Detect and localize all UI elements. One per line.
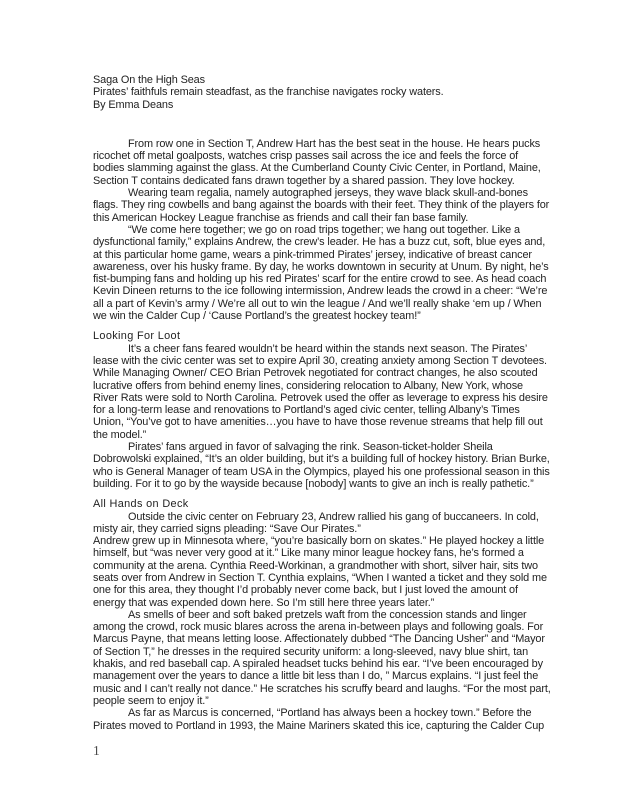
article-blocks	[93, 138, 573, 732]
text-line: the model.”	[93, 428, 147, 441]
article-body	[93, 74, 573, 732]
article-subtitle: Pirates’ faithfuls remain steadfast, as the franchise navigates rocky waters.	[93, 86, 444, 99]
paragraph	[93, 187, 573, 224]
text-line: Section T contains dedicated fans drawn together by a shared passion. They love hockey.	[93, 174, 515, 187]
paragraph	[93, 441, 573, 490]
page-number: 1	[93, 743, 100, 758]
paragraph	[93, 535, 573, 609]
text-line: misty air, they carried signs pleading: “Save Our Pirates.”	[93, 522, 361, 535]
text-line: Union, “You’ve got to have amenities…you have to have those revenue streams that help fill out	[93, 416, 543, 429]
text-line: all a part of Kevin’s army / We’re all out to win the league / And we’ll really shake ‘em up / When	[93, 297, 542, 310]
text-line: at this particular home game, wears a pink-trimmed Pirates’ jersey, indicative of breast cancer	[93, 248, 532, 261]
text-line: this American Hockey League franchise as friends and call their fan base family.	[93, 211, 469, 224]
text-line: Marcus Payne, that means letting loose. Affectionately dubbed “The Dancing Usher” and “Mayor	[93, 633, 545, 646]
text-line: Kevin Dineen returns to the ice following intermission, Andrew leads the crowd in a cheer: “We’re	[93, 285, 548, 298]
text-line: community at the arena. Cynthia Reed-Workinan, a grandmother with short, silver hair, sits two	[93, 559, 538, 572]
article-byline: By Emma Deans	[93, 98, 174, 111]
text-line: River Rats were sold to North Carolina. Petrovek used the offer as leverage to express his desire	[93, 391, 548, 404]
text-line: one for this area, they thought I’d probably never come back, but I just loved the amount of	[93, 584, 518, 597]
text-line: khakis, and red baseball cap. A spiraled headset tucks behind his ear. “I’ve been encouraged by	[93, 658, 543, 671]
text-line: music and I can’t really not dance.” He scratches his scruffy beard and laughs. “For the most part,	[93, 682, 551, 695]
text-line: energy that was expended down here. So I’m still here three years later.”	[93, 596, 435, 609]
text-line: As far as Marcus is concerned, “Portland has always been a hockey town.” Before the	[128, 707, 532, 720]
section-heading: All Hands on Deck	[93, 498, 189, 511]
paragraph	[93, 224, 573, 322]
text-line: Wearing team regalia, namely autographed jerseys, they wave black skull-and-bones	[128, 187, 528, 200]
text-line: of Section T,” he dresses in the required security uniform: a long-sleeved, navy blue shirt, tan	[93, 645, 529, 658]
text-line: Pirates moved to Portland in 1993, the Maine Mariners skated this ice, capturing the Calder Cup	[93, 719, 545, 732]
text-line: dysfunctional family,” explains Andrew, the crew’s leader. He has a buzz cut, soft, blue eyes and,	[93, 236, 546, 249]
text-line: From row one in Section T, Andrew Hart has the best seat in the house. He hears pucks	[128, 137, 541, 150]
text-line: While Managing Owner/ CEO Brian Petrovek negotiated for contract changes, he also scouted	[93, 367, 538, 380]
text-line: building. For it to go by the wayside because [nobody] wants to give an inch is really pathetic.”	[93, 477, 534, 490]
paragraph	[93, 343, 573, 441]
text-line: bodies slamming against the glass. At the Cumberland County Civic Center, in Portland, Maine,	[93, 162, 541, 175]
text-line: ricochet off metal goalposts, watches crisp passes sail across the ice and feels the force of	[93, 150, 519, 163]
text-line: awareness, over his husky frame. By day, he works downtown in security at Unum. By night, he’s	[93, 260, 549, 273]
text-line: As smells of beer and soft baked pretzels waft from the concession stands and linger	[128, 608, 527, 621]
text-line: Andrew grew up in Minnesota where, “you’re basically born on skates.” He played hockey a little	[93, 535, 545, 548]
text-line: flags. They ring cowbells and bang against the boards with their feet. They think of the players for	[93, 199, 550, 212]
text-line: himself, but “was never very good at it.” Like many minor league hockey fans, he’s formed a	[93, 547, 524, 560]
text-line: fist-bumping fans and holding up his red Pirates’ scarf for the entire crowd to see. As head coach	[93, 273, 547, 286]
article-title: Saga On the High Seas	[93, 74, 205, 86]
text-line: lucrative offers from behind enemy lines, considering relocation to Albany, New York, whose	[93, 379, 523, 392]
text-line: It’s a cheer fans feared wouldn’t be heard within the stands next season. The Pirates’	[128, 342, 528, 355]
text-line: we win the Calder Cup / ‘Cause Portland’s the greatest hockey team!”	[93, 310, 421, 323]
text-line: Dobrowolski explained, “It’s an older building, but it’s a building full of hockey history. Brian Burke,	[93, 453, 550, 466]
text-line: for a long-term lease and renovations to Portland’s aged civic center, telling Albany’s Times	[93, 404, 520, 417]
text-line: management over the years to dance a little bit less than I do, ” Marcus explains. “I just feel the	[93, 670, 539, 683]
paragraph	[93, 707, 573, 732]
paragraph	[93, 138, 573, 187]
text-line: among the crowd, rock music blares across the arena in-between plays and following goals. For	[93, 621, 544, 634]
article-header	[93, 74, 573, 111]
paragraph	[93, 609, 573, 707]
section-heading: Looking For Loot	[93, 330, 181, 343]
text-line: people seem to enjoy it.”	[93, 694, 209, 707]
text-line: who is General Manager of team USA in the Olympics, played his one professional season in this	[93, 465, 550, 478]
text-line: seats over from Andrew in Section T. Cynthia explains, “When I wanted a ticket and they sold me	[93, 571, 547, 584]
text-line: “We come here together; we go on road trips together; we hang out together. Like a	[128, 223, 520, 236]
paragraph	[93, 511, 573, 536]
text-line: lease with the civic center was set to expire April 30, creating anxiety among Section T devotees.	[93, 354, 547, 367]
text-line: Pirates’ fans argued in favor of salvaging the rink. Season-ticket-holder Sheila	[128, 441, 493, 454]
text-line: Outside the civic center on February 23, Andrew rallied his gang of buccaneers. In cold,	[128, 510, 539, 523]
